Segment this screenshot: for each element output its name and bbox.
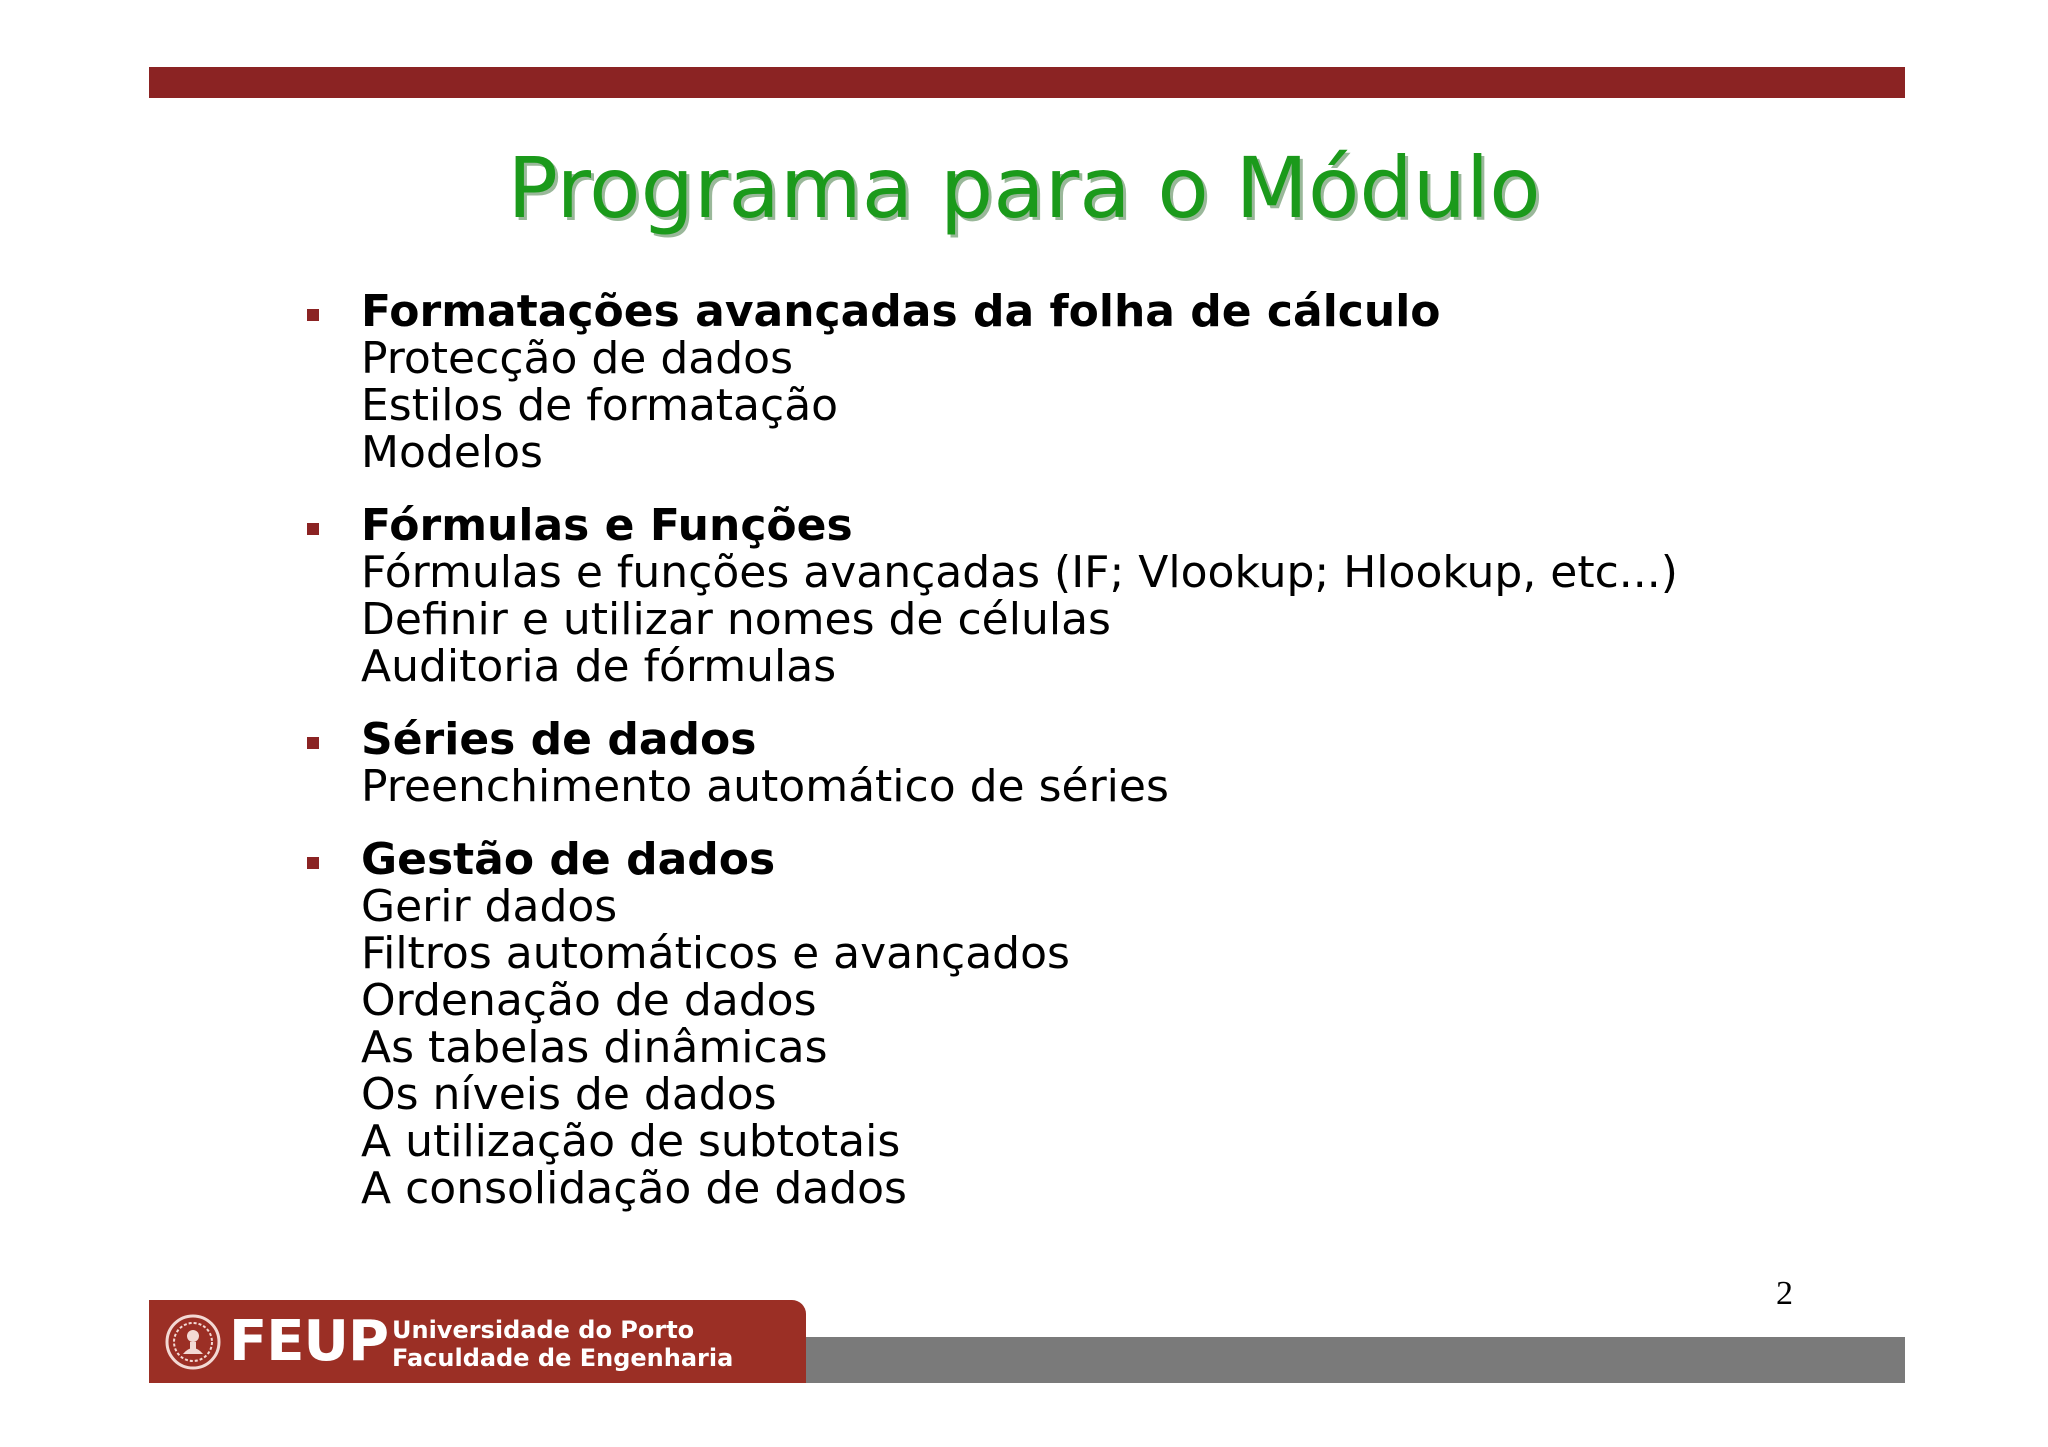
section-formulas	[302, 502, 1802, 690]
bullet-square-icon	[307, 309, 319, 321]
list-item: Gerir dados	[361, 881, 618, 932]
section-heading: Séries de dados	[361, 714, 757, 765]
list-item: Modelos	[361, 427, 543, 478]
top-accent-bar	[149, 67, 1905, 98]
list-item: A utilização de subtotais	[361, 1116, 901, 1167]
list-item: Protecção de dados	[361, 333, 794, 384]
footer-logo-banner	[149, 1300, 806, 1383]
list-item: As tabelas dinâmicas	[361, 1022, 828, 1073]
section-formatting	[302, 288, 1802, 476]
feup-logo-text: FEUP	[229, 1309, 389, 1374]
list-item: Definir e utilizar nomes de células	[361, 594, 1111, 645]
section-series	[302, 716, 1802, 810]
faculty-name: Faculdade de Engenharia	[392, 1344, 734, 1372]
bullet-square-icon	[307, 523, 319, 535]
list-item: A consolidação de dados	[361, 1163, 907, 1214]
list-item: Estilos de formatação	[361, 380, 839, 431]
section-heading: Fórmulas e Funções	[361, 500, 853, 551]
section-heading: Formatações avançadas da folha de cálculo	[361, 286, 1441, 337]
list-item: Fórmulas e funções avançadas (IF; Vlookup; Hlookup, etc...)	[361, 547, 1678, 598]
section-data-management	[302, 836, 1802, 1212]
slide-title: Programa para o Módulo	[507, 139, 1541, 237]
footer-gray-bar	[806, 1337, 1905, 1383]
bullet-square-icon	[307, 857, 319, 869]
list-item: Ordenação de dados	[361, 975, 817, 1026]
university-seal-icon	[165, 1314, 221, 1370]
page-number: 2	[1776, 1275, 1793, 1312]
section-heading: Gestão de dados	[361, 834, 776, 885]
bullet-square-icon	[307, 737, 319, 749]
university-name: Universidade do Porto	[392, 1316, 695, 1344]
list-item: Filtros automáticos e avançados	[361, 928, 1070, 979]
content-list	[302, 288, 1802, 1238]
list-item: Preenchimento automático de séries	[361, 761, 1169, 812]
list-item: Os níveis de dados	[361, 1069, 777, 1120]
list-item: Auditoria de fórmulas	[361, 641, 837, 692]
